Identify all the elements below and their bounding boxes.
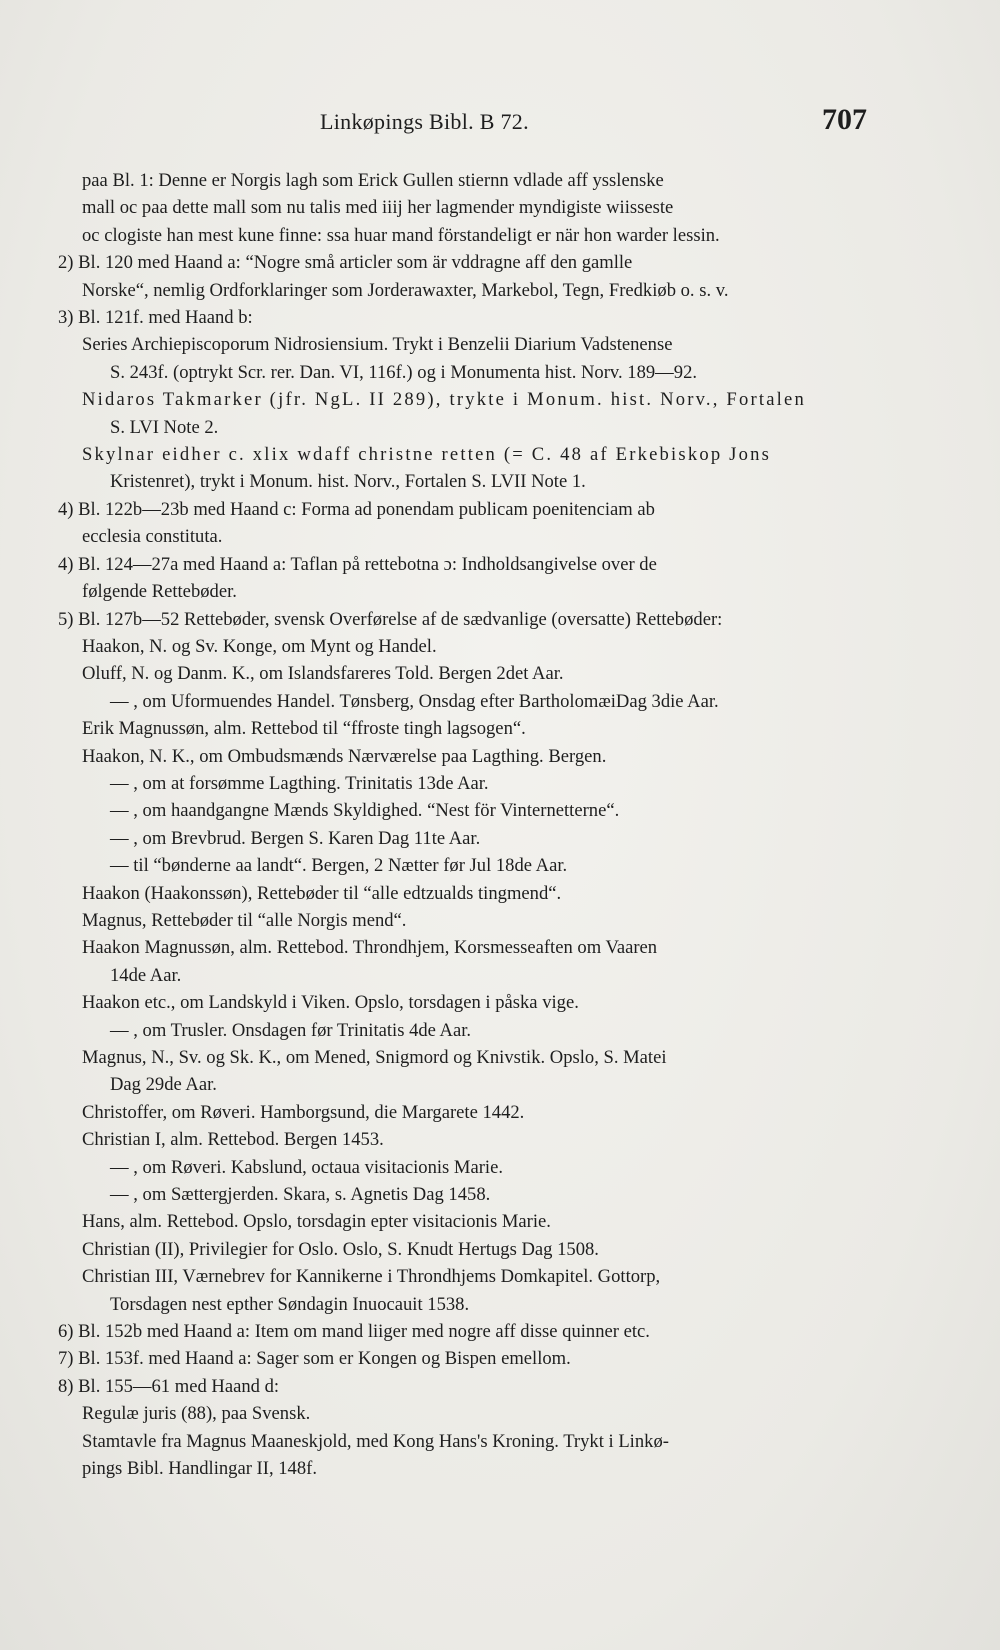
text-line: — , om Sættergjerden. Skara, s. Agnetis Dag 1458. bbox=[110, 1184, 491, 1206]
text-line: følgende Rettebøder. bbox=[82, 581, 237, 603]
text-line: Stamtavle fra Magnus Maaneskjold, med Kong Hans's Kroning. Trykt i Linkø- bbox=[82, 1430, 669, 1452]
text-line: 5) Bl. 127b—52 Rettebøder, svensk Overførelse af de sædvanlige (oversatte) Rettebøder: bbox=[58, 608, 723, 630]
text-line: pings Bibl. Handlingar II, 148f. bbox=[82, 1458, 317, 1480]
text-line: Erik Magnussøn, alm. Rettebod til “ffroste tingh lagsogen“. bbox=[82, 718, 526, 740]
text-line: Christian III, Værnebrev for Kannikerne i Throndhjems Domkapitel. Gottorp, bbox=[82, 1266, 661, 1288]
text-line: Haakon, N. og Sv. Konge, om Mynt og Handel. bbox=[82, 635, 437, 657]
text-line: paa Bl. 1: Denne er Norgis lagh som Erick Gullen stiernn vdlade aff ysslenske bbox=[82, 170, 664, 191]
text-line: Norske“, nemlig Ordforklaringer som Jorderawaxter, Markebol, Tegn, Fredkiøb o. s. v. bbox=[82, 279, 729, 301]
text-line: 14de Aar. bbox=[110, 964, 182, 986]
page-header bbox=[0, 103, 1000, 143]
text-line: Dag 29de Aar. bbox=[110, 1074, 217, 1096]
text-line: Hans, alm. Rettebod. Opslo, torsdagin epter visitacionis Marie. bbox=[82, 1211, 551, 1233]
text-line: — , om Brevbrud. Bergen S. Karen Dag 11te Aar. bbox=[110, 827, 481, 849]
text-line: S. 243f. (optrykt Scr. rer. Dan. VI, 116f.) og i Monumenta hist. Norv. 189—92. bbox=[110, 361, 698, 383]
text-line: Christian (II), Privilegier for Oslo. Oslo, S. Knudt Hertugs Dag 1508. bbox=[82, 1238, 599, 1260]
text-line: Haakon, N. K., om Ombudsmænds Nærværelse paa Lagthing. Bergen. bbox=[82, 745, 607, 767]
text-line: 4) Bl. 122b—23b med Haand c: Forma ad ponendam publicam poenitenciam ab bbox=[58, 498, 655, 520]
text-line: 6) Bl. 152b med Haand a: Item om mand liiger med nogre aff disse quinner etc. bbox=[58, 1321, 650, 1343]
text-line: — , om Røveri. Kabslund, octaua visitacionis Marie. bbox=[110, 1156, 503, 1178]
text-line: 3) Bl. 121f. med Haand b: bbox=[58, 307, 253, 329]
text-line: Nidaros Takmarker (jfr. NgL. II 289), trykte i Monum. hist. Norv., Fortalen bbox=[82, 389, 806, 411]
text-line: mall oc paa dette mall som nu talis med iiij her lagmender myndigiste wiisseste bbox=[82, 197, 674, 219]
text-line: — , om Uformuendes Handel. Tønsberg, Onsdag efter BartholomæiDag 3die Aar. bbox=[110, 690, 719, 712]
text-line: Magnus, N., Sv. og Sk. K., om Mened, Snigmord og Knivstik. Opslo, S. Matei bbox=[82, 1047, 667, 1068]
text-line: — , om Trusler. Onsdagen før Trinitatis 4de Aar. bbox=[110, 1019, 472, 1041]
text-line: Regulæ juris (88), paa Svensk. bbox=[82, 1403, 311, 1425]
text-line: — , om haandgangne Mænds Skyldighed. “Nest för Vinternetterne“. bbox=[110, 800, 620, 822]
page-number: 707 bbox=[822, 103, 867, 136]
text-line: 4) Bl. 124—27a med Haand a: Taflan på rettebotna ɔ: Indholdsangivelse over de bbox=[58, 553, 657, 575]
running-head: Linkøpings Bibl. B 72. bbox=[320, 109, 529, 134]
text-line: Haakon Magnussøn, alm. Rettebod. Throndhjem, Korsmesseaften om Vaaren bbox=[82, 937, 658, 959]
text-line: Series Archiepiscoporum Nidrosiensium. Trykt i Benzelii Diarium Vadstenense bbox=[82, 334, 673, 356]
text-line: Magnus, Rettebøder til “alle Norgis mend“. bbox=[82, 909, 407, 931]
text-line: Kristenret), trykt i Monum. hist. Norv., Fortalen S. LVII Note 1. bbox=[110, 471, 586, 493]
text-line: Christoffer, om Røveri. Hamborgsund, die Margarete 1442. bbox=[82, 1101, 525, 1123]
text-line: 2) Bl. 120 med Haand a: “Nogre små articler som är vddragne aff den gamlle bbox=[58, 252, 633, 274]
text-line: Oluff, N. og Danm. K., om Islandsfareres Told. Bergen 2det Aar. bbox=[82, 663, 564, 685]
text-line: — til “bønderne aa landt“. Bergen, 2 Nætter før Jul 18de Aar. bbox=[110, 855, 568, 877]
text-line: Haakon etc., om Landskyld i Viken. Opslo, torsdagen i påska vige. bbox=[82, 992, 579, 1014]
text-line: oc clogiste han mest kune finne: ssa huar mand förstandeligt er när hon warder lessin. bbox=[82, 224, 720, 246]
text-line: 7) Bl. 153f. med Haand a: Sager som er Kongen og Bispen emellom. bbox=[58, 1348, 571, 1370]
text-line: ecclesia constituta. bbox=[82, 526, 223, 548]
text-line: 8) Bl. 155—61 med Haand d: bbox=[58, 1375, 280, 1397]
text-line: Christian I, alm. Rettebod. Bergen 1453. bbox=[82, 1129, 384, 1151]
text-line: Skylnar eidher c. xlix wdaff christne retten (= C. 48 af Erkebiskop Jons bbox=[82, 444, 772, 466]
text-line: Haakon (Haakonssøn), Rettebøder til “alle edtzualds tingmend“. bbox=[82, 882, 562, 904]
text-line: S. LVI Note 2. bbox=[110, 416, 219, 438]
text-line: — , om at forsømme Lagthing. Trinitatis 13de Aar. bbox=[110, 772, 489, 794]
body-text bbox=[58, 167, 869, 1483]
text-line: Torsdagen nest epther Søndagin Inuocauit 1538. bbox=[110, 1293, 470, 1315]
